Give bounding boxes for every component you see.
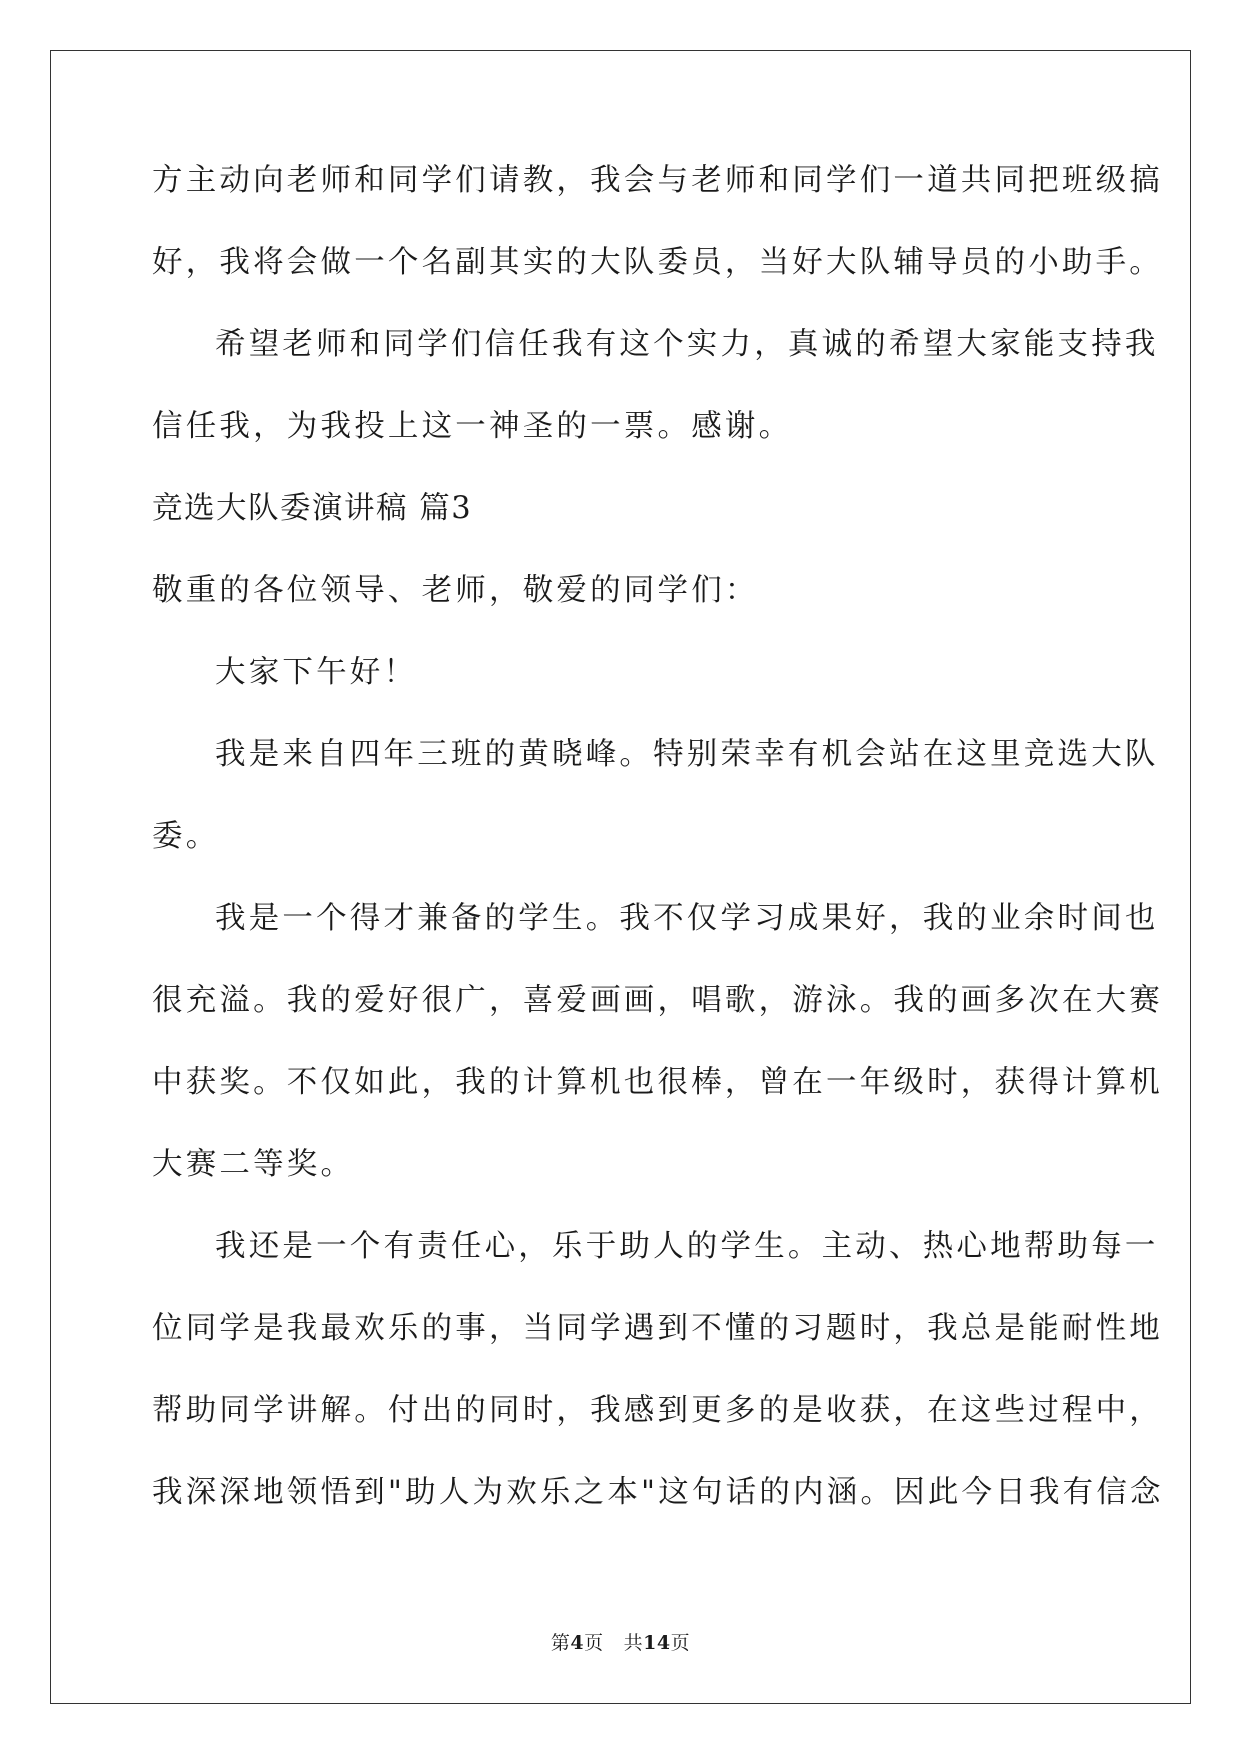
section-heading: 竞选大队委演讲稿 篇3 xyxy=(152,491,473,526)
page-footer xyxy=(0,1628,1241,1655)
document-body xyxy=(152,163,1164,1558)
paragraph-start: 我是一个得才兼备的学生。我不仅学习成果好，我的业余时间也 xyxy=(215,901,1159,936)
total-pages: 14 xyxy=(643,1632,671,1654)
paragraph-start: 我还是一个有责任心，乐于助人的学生。主动、热心地帮助每一 xyxy=(215,1229,1159,1264)
total-prefix: 共 xyxy=(623,1632,644,1654)
text-line: 我深深地领悟到"助人为欢乐之本"这句话的内涵。因此今日我有信念 xyxy=(152,1475,1164,1510)
text-line: 好，我将会做一个名副其实的大队委员，当好大队辅导员的小助手。 xyxy=(152,245,1163,280)
text-line: 委。 xyxy=(152,819,220,854)
text-line: 中获奖。不仅如此，我的计算机也很棒，曾在一年级时，获得计算机 xyxy=(152,1065,1163,1100)
page-number: 4 xyxy=(570,1632,585,1654)
page-prefix: 第 xyxy=(550,1632,571,1654)
salutation: 敬重的各位领导、老师，敬爱的同学们： xyxy=(152,573,759,608)
text-line: 很充溢。我的爱好很广，喜爱画画，唱歌，游泳。我的画多次在大赛 xyxy=(152,983,1163,1018)
text-line: 信任我，为我投上这一神圣的一票。感谢。 xyxy=(152,409,793,444)
paragraph-start: 希望老师和同学们信任我有这个实力，真诚的希望大家能支持我 xyxy=(215,327,1159,362)
text-line: 帮助同学讲解。付出的同时，我感到更多的是收获，在这些过程中， xyxy=(152,1393,1163,1428)
text-line: 方主动向老师和同学们请教，我会与老师和同学们一道共同把班级搞 xyxy=(152,163,1163,198)
text-line: 大赛二等奖。 xyxy=(152,1147,355,1182)
total-suffix: 页 xyxy=(670,1632,691,1654)
text-line: 位同学是我最欢乐的事，当同学遇到不懂的习题时，我总是能耐性地 xyxy=(152,1311,1163,1346)
greeting: 大家下午好！ xyxy=(215,655,418,690)
paragraph-start: 我是来自四年三班的黄晓峰。特别荣幸有机会站在这里竞选大队 xyxy=(215,737,1159,772)
page-suffix: 页 xyxy=(584,1632,604,1654)
